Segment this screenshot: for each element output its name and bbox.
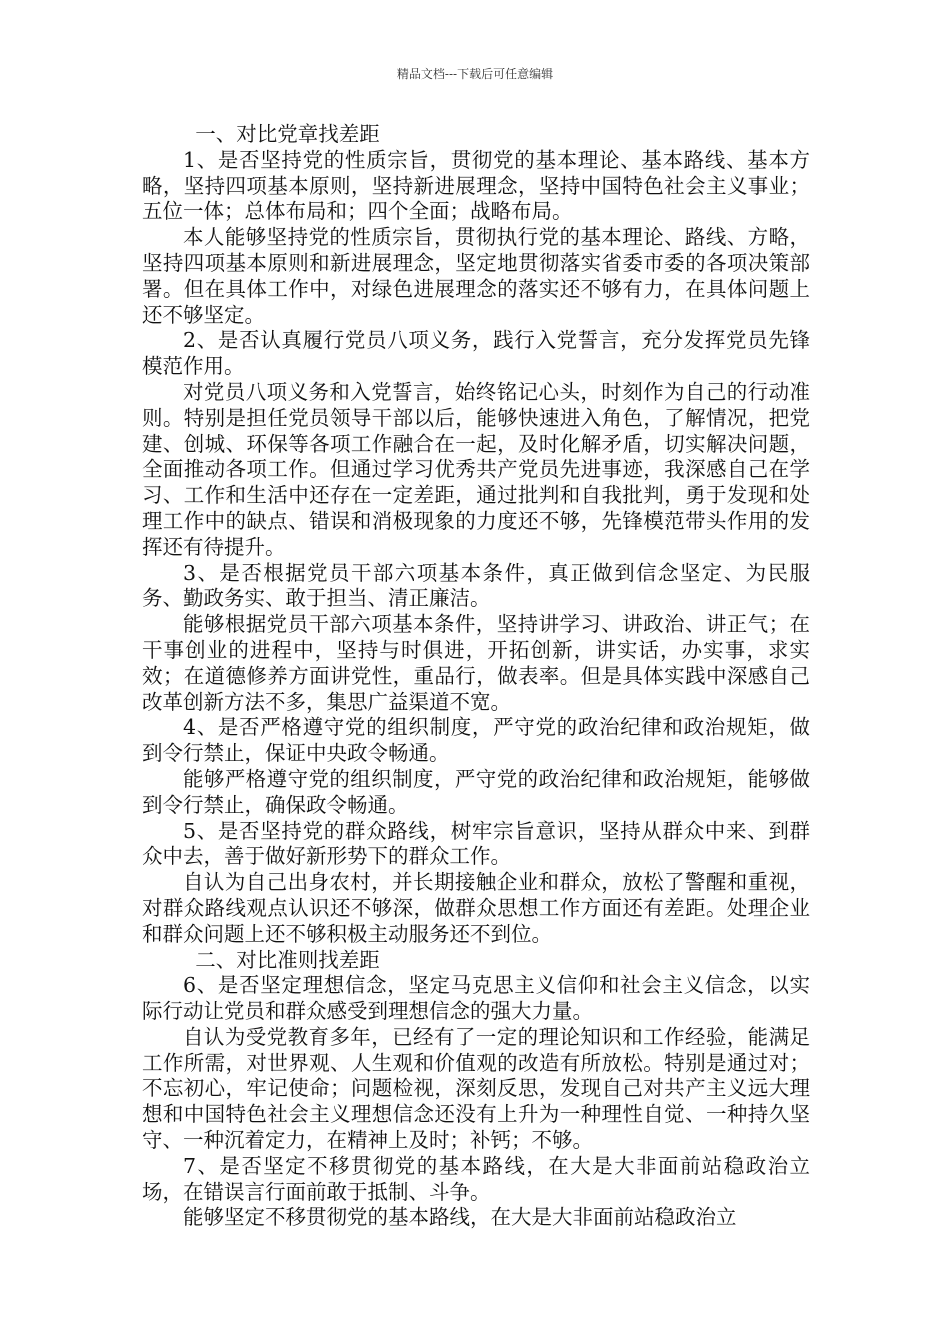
section-heading: 二、对比准则找差距	[195, 947, 380, 972]
paragraph: 对党员八项义务和入党誓言，始终铭记心头，时刻作为自己的行动准则。特别是担任党员领导干部以后，能够快速进入角色，了解情况，把党建、创城、环保等各项工作融合在一起，及时化解矛盾，切实解决问题，全面推动各项工作。但通过学习优秀共产党员先进事迹，我深感自己在学习、工作和生活中还存在一定差距，通过批判和自我批判，勇于发现和处理工作中的缺点、错误和消极现象的力度还不够，先锋模范带头作用的发挥还有待提升。	[142, 379, 810, 559]
paragraph: 4、是否严格遵守党的组织制度，严守党的政治纪律和政治规矩，做到令行禁止，保证中央政令畅通。	[142, 715, 810, 766]
paragraph: 自认为受党教育多年，已经有了一定的理论知识和工作经验，能满足工作所需，对世界观、人生观和价值观的改造有所放松。特别是通过对；不忘初心，牢记使命；问题检视，深刻反思，发现自己对共产主义远大理想和中国特色社会主义理想信念还没有上升为一种理性自觉、一种持久坚守、一种沉着定力，在精神上及时；补钙；不够。	[142, 1024, 810, 1153]
paragraph: 2、是否认真履行党员八项义务，践行入党誓言，充分发挥党员先锋模范作用。	[142, 328, 810, 379]
document-body	[142, 122, 810, 1231]
paragraph: 能够严格遵守党的组织制度，严守党的政治纪律和政治规矩，能够做到令行禁止，确保政令畅通。	[142, 766, 810, 817]
paragraph: 能够坚定不移贯彻党的基本路线，在大是大非面前站稳政治立	[183, 1205, 737, 1230]
paragraph: 自认为自己出身农村，并长期接触企业和群众，放松了警醒和重视，对群众路线观点认识还不够深，做群众思想工作方面还有差距。处理企业和群众问题上还不够积极主动服务还不到位。	[142, 870, 810, 946]
paragraph: 3、是否根据党员干部六项基本条件，真正做到信念坚定、为民服务、勤政务实、敢于担当、清正廉洁。	[142, 560, 810, 611]
page-header: 精品文档---下载后可任意编辑	[396, 67, 554, 81]
paragraph: 能够根据党员干部六项基本条件，坚持讲学习、讲政治、讲正气；在干事创业的进程中，坚持与时俱进，开拓创新，讲实话，办实事，求实效；在道德修养方面讲党性，重品行，做表率。但是具体实践中深感自己改革创新方法不多，集思广益渠道不宽。	[142, 612, 810, 714]
section-heading: 一、对比党章找差距	[195, 122, 380, 146]
paragraph: 本人能够坚持党的性质宗旨，贯彻执行党的基本理论、路线、方略，坚持四项基本原则和新进展理念，坚定地贯彻落实省委市委的各项决策部署。但在具体工作中，对绿色进展理念的落实还不够有力，在具体问题上还不够坚定。	[142, 225, 810, 327]
paragraph: 1、是否坚持党的性质宗旨，贯彻党的基本理论、基本路线、基本方略，坚持四项基本原则，坚持新进展理念，坚持中国特色社会主义事业；五位一体；总体布局和；四个全面；战略布局。	[142, 147, 810, 224]
paragraph: 5、是否坚持党的群众路线，树牢宗旨意识，坚持从群众中来、到群众中去，善于做好新形势下的群众工作。	[142, 818, 810, 869]
paragraph: 7、是否坚定不移贯彻党的基本路线，在大是大非面前站稳政治立场，在错误言行面前敢于抵制、斗争。	[142, 1153, 810, 1204]
paragraph: 6、是否坚定理想信念，坚定马克思主义信仰和社会主义信念，以实际行动让党员和群众感受到理想信念的强大力量。	[142, 973, 810, 1024]
